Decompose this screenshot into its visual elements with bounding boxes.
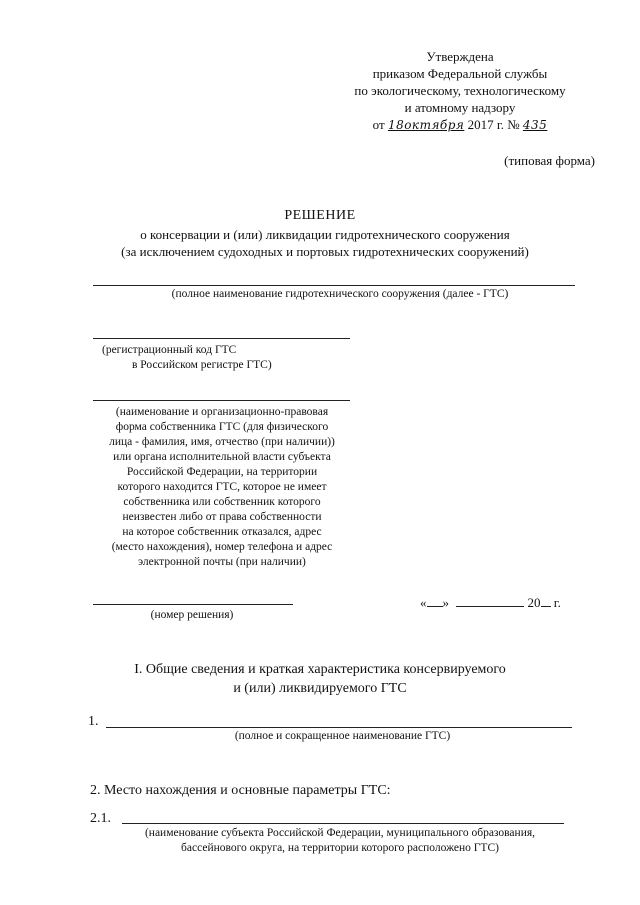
approval-block xyxy=(300,48,620,134)
approval-line-2: приказом Федеральной службы xyxy=(372,66,548,81)
section1-heading-line-1: I. Общие сведения и краткая характеристика консервируемого xyxy=(134,662,506,677)
owner-caption-line: форма собственника ГТС (для физического xyxy=(115,421,329,433)
item21-caption-line-1: (наименование субъекта Российской Федерации, муниципального образования, xyxy=(144,827,536,839)
gts-name-caption: (полное наименование гидротехнического сооружения (далее - ГТС) xyxy=(171,288,509,300)
reg-code-caption xyxy=(92,343,352,373)
subtitle-line-1: о консервации и (или) ликвидации гидротехнического сооружения xyxy=(140,227,510,242)
approval-date-prefix: от xyxy=(372,117,385,132)
owner-caption-line: электронной почты (при наличии) xyxy=(138,556,306,568)
section2-heading: 2. Место нахождения и основные параметры ГТС: xyxy=(90,783,391,798)
date-month-blank[interactable] xyxy=(456,594,524,607)
section1-heading-line-2: и (или) ликвидируемого ГТС xyxy=(233,681,407,696)
item21-caption-line-2: бассейнового округа, на территории которого расположено ГТС) xyxy=(181,842,499,854)
owner-caption-line: Российской Федерации, на территории xyxy=(126,466,318,478)
section1-heading xyxy=(0,660,640,698)
reg-code-caption-line-2: в Российском регистре ГТС) xyxy=(132,359,272,371)
typical-form-label: (типовая форма) xyxy=(504,153,595,168)
gts-name-line[interactable] xyxy=(93,285,575,286)
subtitle-line-2: (за исключением судоходных и портовых гидротехнических сооружений) xyxy=(121,244,529,259)
date-year-suffix: г. xyxy=(553,595,561,610)
decision-number-line[interactable] xyxy=(93,604,293,605)
owner-caption-line: собственника или собственник которого xyxy=(123,496,321,508)
owner-caption-line: (наименование и организационно-правовая xyxy=(115,406,329,418)
approval-number-prefix: № xyxy=(507,117,520,132)
approval-line-1: Утверждена xyxy=(426,49,494,64)
date-open-quote: « xyxy=(420,595,427,610)
date-close-quote: » xyxy=(442,595,449,610)
item21-caption xyxy=(100,826,580,856)
date-year-prefix: 20 xyxy=(527,595,541,610)
owner-caption-line: (место нахождения), номер телефона и адрес xyxy=(111,541,333,553)
decision-date xyxy=(420,594,561,611)
date-year-blank[interactable] xyxy=(541,594,551,607)
approval-line-3: по экологическому, технологическому xyxy=(354,83,566,98)
owner-caption xyxy=(92,405,352,570)
owner-line[interactable] xyxy=(93,400,350,401)
item21-number: 2.1. xyxy=(90,811,111,826)
decision-number-caption: (номер решения) xyxy=(150,609,234,621)
owner-caption-line: или органа исполнительной власти субъекта xyxy=(113,451,331,463)
owner-caption-line: неизвестен либо от права собственности xyxy=(122,511,322,523)
item21-line[interactable] xyxy=(122,823,564,824)
reg-code-caption-line-1: (регистрационный код ГТС xyxy=(102,344,237,356)
approval-year: 2017 г. xyxy=(467,117,504,132)
item1-caption: (полное и сокращенное наименование ГТС) xyxy=(234,730,451,742)
approval-date-line xyxy=(300,116,620,134)
reg-code-line[interactable] xyxy=(93,338,350,339)
approval-number-handwritten: 435 xyxy=(522,118,548,132)
approval-line-4: и атомному надзору xyxy=(404,100,516,115)
owner-caption-line: лица - фамилия, имя, отчество (при наличии)) xyxy=(109,436,335,448)
owner-caption-line: которого находится ГТС, которое не имеет xyxy=(117,481,327,493)
document-subtitle xyxy=(40,226,610,260)
item1-line[interactable] xyxy=(106,727,572,728)
item1-number: 1. xyxy=(88,714,99,729)
document-title: РЕШЕНИЕ xyxy=(284,208,356,223)
date-day-blank[interactable] xyxy=(427,594,443,607)
approval-date-handwritten: 18октября xyxy=(387,118,465,132)
owner-caption-line: на которое собственник отказался, адрес xyxy=(122,526,322,538)
